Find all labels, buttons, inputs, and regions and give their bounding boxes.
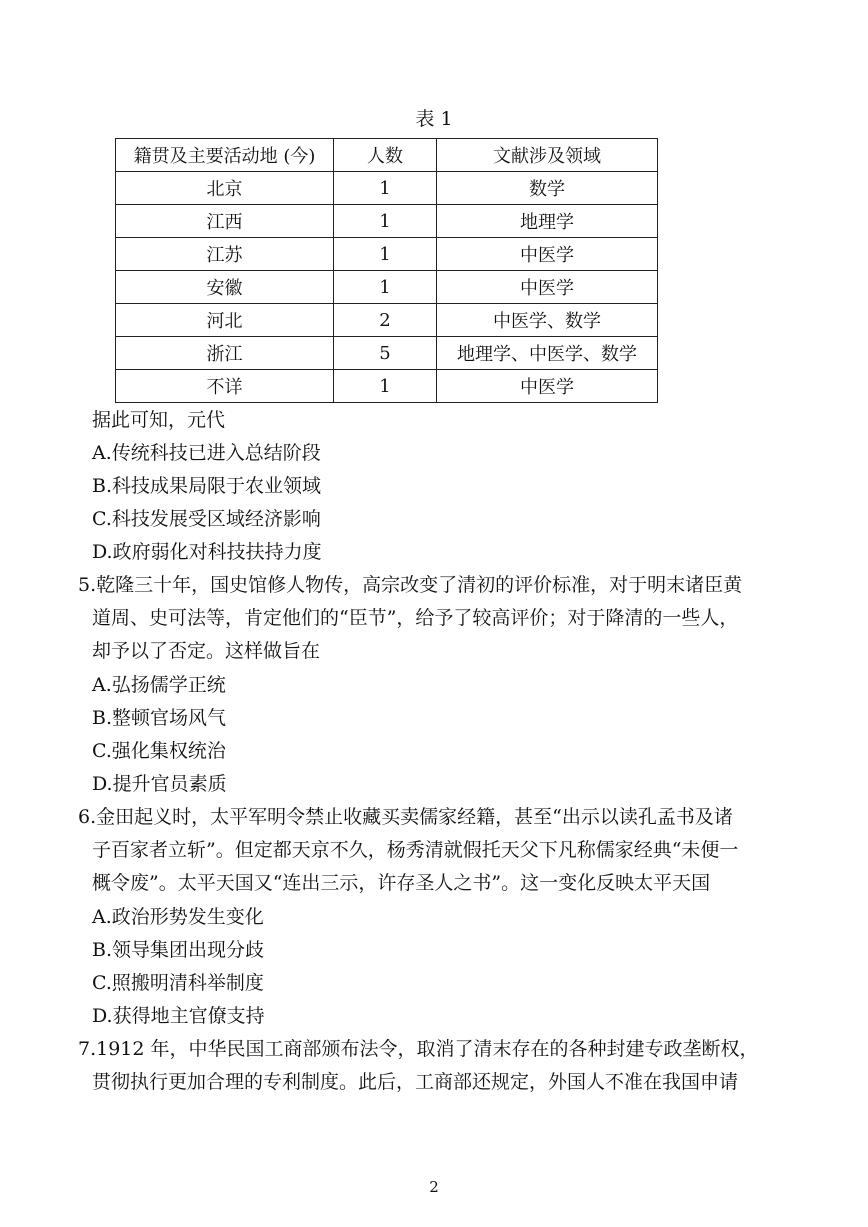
q6-option-c: C.照搬明清科举制度 <box>92 972 264 994</box>
q5-stem <box>78 569 800 668</box>
table-header-row <box>116 139 658 172</box>
q4-option-c: C.科技发展受区域经济影响 <box>92 508 321 530</box>
table-cell: 中医学 <box>437 370 658 403</box>
table-title: 表 1 <box>415 108 453 130</box>
q4-conclusion: 据此可知，元代 <box>92 409 226 431</box>
table-cell: 江苏 <box>116 238 334 271</box>
table-row <box>116 337 658 370</box>
table-cell: 1 <box>334 238 437 271</box>
q7-line: 7.1912 年，中华民国工商部颁布法令，取消了清末存在的各种封建专政垄断权， <box>78 1038 759 1060</box>
table-cell: 地理学 <box>437 205 658 238</box>
table-cell: 不详 <box>116 370 334 403</box>
table-cell: 北京 <box>116 172 334 205</box>
q4-option-d: D.政府弱化对科技扶持力度 <box>92 541 322 563</box>
q7-line: 贯彻执行更加合理的专利制度。此后，工商部还规定，外国人不准在我国申请 <box>92 1071 739 1093</box>
q6-option-d: D.获得地主官僚支持 <box>92 1005 265 1027</box>
page-number: 2 <box>429 1178 439 1196</box>
table-cell: 中医学 <box>437 238 658 271</box>
table-row <box>116 271 658 304</box>
q6-option-b: B.领导集团出现分歧 <box>92 939 265 961</box>
table-row <box>116 304 658 337</box>
table-cell: 江西 <box>116 205 334 238</box>
table-row <box>116 172 658 205</box>
table-cell: 2 <box>334 304 437 337</box>
q5-option-a: A.弘扬儒学正统 <box>92 674 226 696</box>
table-cell: 安徽 <box>116 271 334 304</box>
table-cell: 1 <box>334 205 437 238</box>
q5-option-c: C.强化集权统治 <box>92 740 226 762</box>
q6-option-a: A.政治形势发生变化 <box>92 906 264 928</box>
table-cell: 河北 <box>116 304 334 337</box>
column-header: 文献涉及领域 <box>437 139 658 172</box>
q6-line: 子百家者立斩”。但定都天京不久，杨秀清就假托天父下凡称儒家经典“未便一 <box>92 839 739 861</box>
q5-line: 却予以了否定。这样做旨在 <box>92 640 321 662</box>
table-cell: 地理学、中医学、数学 <box>437 337 658 370</box>
table-row <box>116 370 658 403</box>
q6-line: 概令废”。太平天国又“连出三示，许存圣人之书”。这一变化反映太平天国 <box>92 872 711 894</box>
table-cell: 中医学 <box>437 271 658 304</box>
q5-option-d: D.提升官员素质 <box>92 773 227 795</box>
q7-stem <box>78 1033 800 1099</box>
q4-option-b: B.科技成果局限于农业领域 <box>92 475 322 497</box>
q5-option-b: B.整顿官场风气 <box>92 707 227 729</box>
column-header: 人数 <box>334 139 437 172</box>
table-cell: 数学 <box>437 172 658 205</box>
table-cell: 1 <box>334 370 437 403</box>
q5-line: 5.乾隆三十年，国史馆修人物传，高宗改变了清初的评价标准，对于明末诸臣黄 <box>78 574 743 596</box>
column-header: 籍贯及主要活动地 (今) <box>116 139 334 172</box>
table-cell: 1 <box>334 271 437 304</box>
table-cell: 中医学、数学 <box>437 304 658 337</box>
table-cell: 浙江 <box>116 337 334 370</box>
q4-option-a: A.传统科技已进入总结阶段 <box>92 442 321 464</box>
q5-line: 道周、史可法等，肯定他们的“臣节”，给予了较高评价；对于降清的一些人， <box>92 607 739 629</box>
table-cell: 1 <box>334 172 437 205</box>
table-cell: 5 <box>334 337 437 370</box>
q6-line: 6.金田起义时，太平军明令禁止收藏买卖儒家经籍，甚至“出示以读孔孟书及诸 <box>78 806 733 828</box>
table-row <box>116 205 658 238</box>
data-table <box>115 138 658 403</box>
q6-stem <box>78 801 800 900</box>
table-row <box>116 238 658 271</box>
